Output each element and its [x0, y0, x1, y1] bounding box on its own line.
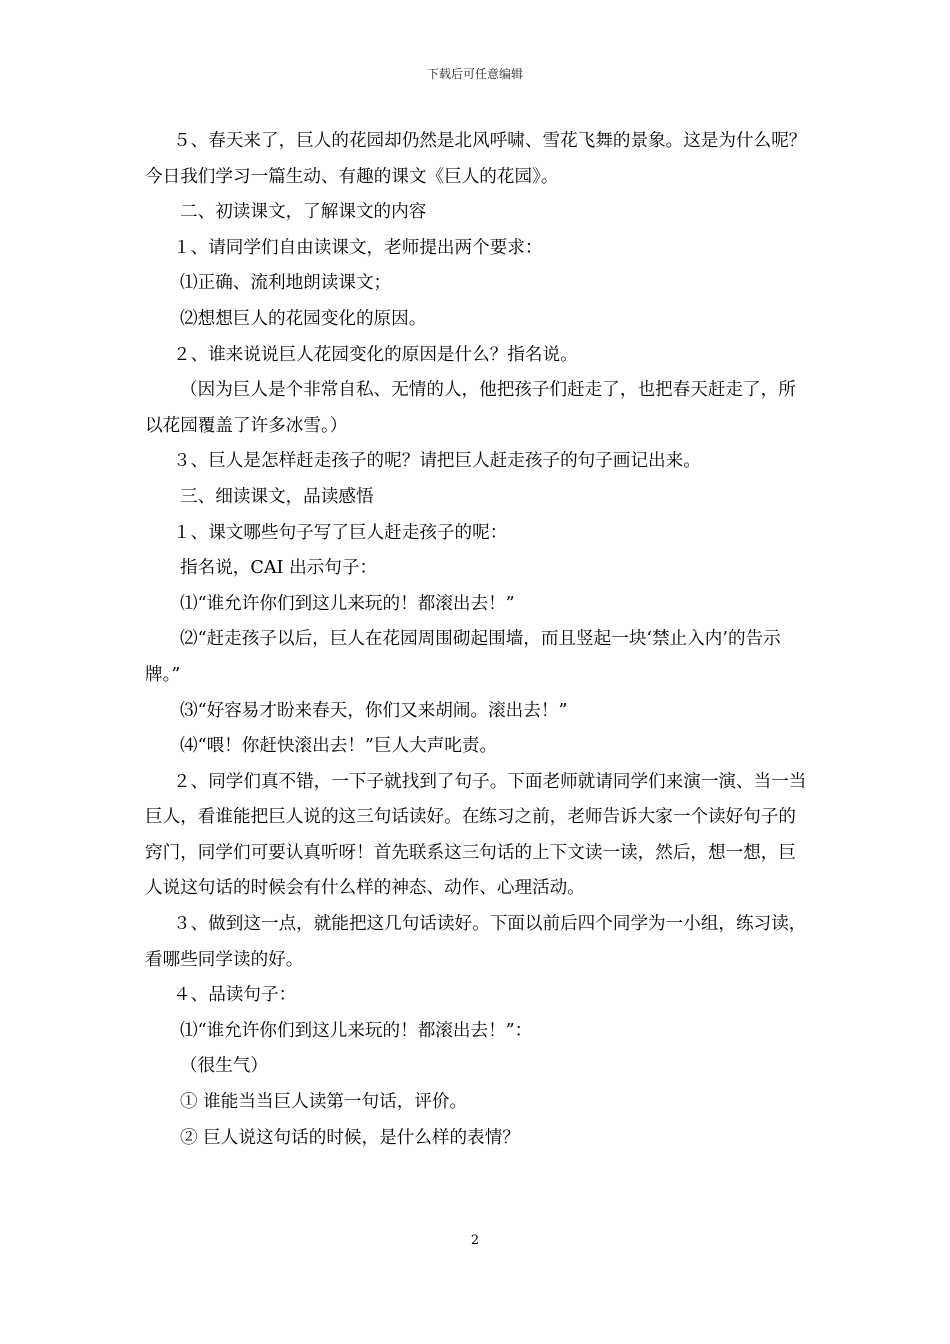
- paragraph: ２、谁来说说巨人花园变化的原因是什么？指名说。: [173, 344, 578, 365]
- paragraph: ２、同学们真不错，一下子就找到了句子。下面老师就请同学们来演一演、当一当巨人，看谁能把巨人说的这三句话读好。在练习之前，老师告诉大家一个读好句子的窍门，同学们可要认真听呀！首先联系这三句话的上下文读一读，然后，想一想，巨人说这句话的时候会有什么样的神态、动作、心理活动。: [145, 771, 807, 899]
- paragraph: ５、春天来了，巨人的花园却仍然是北风呼啸、雪花飞舞的景象。这是为什么呢？今日我们学习一篇生动、有趣的课文《巨人的花园》。: [145, 131, 807, 187]
- paragraph: （因为巨人是个非常自私、无情的人，他把孩子们赶走了，也把春天赶走了，所以花园覆盖了许多冰雪。）: [145, 380, 796, 436]
- section-heading: 三、细读课文，品读感悟: [180, 486, 374, 507]
- paragraph: （很生气）: [180, 1056, 268, 1077]
- document-body: [145, 124, 810, 1156]
- list-item: ② 巨人说这句话的时候，是什么样的表情？: [180, 1127, 520, 1148]
- paragraph: ４、品读句子：: [173, 985, 297, 1006]
- list-item: ⑴正确、流利地朗读课文；: [180, 273, 392, 294]
- list-item: ⑷“喂！你赶快滚出去！”巨人大声叱责。: [180, 736, 498, 757]
- paragraph: １、课文哪些句子写了巨人赶走孩子的呢：: [173, 522, 508, 543]
- list-item: ⑵“赶走孩子以后，巨人在花园周围砌起围墙，而且竖起一块‘禁止入内’的告示牌。”: [145, 629, 781, 685]
- list-item: ⑴“谁允许你们到这儿来玩的！都滚出去！”: [180, 593, 515, 614]
- list-item: ⑴“谁允许你们到这儿来玩的！都滚出去！”：: [180, 1020, 533, 1041]
- paragraph: 指名说，CAI 出示句子：: [180, 558, 378, 579]
- paragraph: １、请同学们自由读课文，老师提出两个要求：: [173, 237, 543, 258]
- page-header: 下载后可任意编辑: [426, 67, 523, 81]
- page-number: 2: [470, 1233, 480, 1248]
- list-item: ① 谁能当当巨人读第一句话，评价。: [180, 1092, 468, 1113]
- paragraph: ３、巨人是怎样赶走孩子的呢？请把巨人赶走孩子的句子画记出来。: [173, 451, 701, 472]
- section-heading: 二、初读课文，了解课文的内容: [180, 202, 427, 223]
- paragraph: ３、做到这一点，就能把这几句话读好。下面以前后四个同学为一小组，练习读，看哪些同学读的好。: [145, 914, 807, 970]
- list-item: ⑶“好容易才盼来春天，你们又来胡闹。滚出去！”: [180, 700, 568, 721]
- list-item: ⑵想想巨人的花园变化的原因。: [180, 308, 427, 329]
